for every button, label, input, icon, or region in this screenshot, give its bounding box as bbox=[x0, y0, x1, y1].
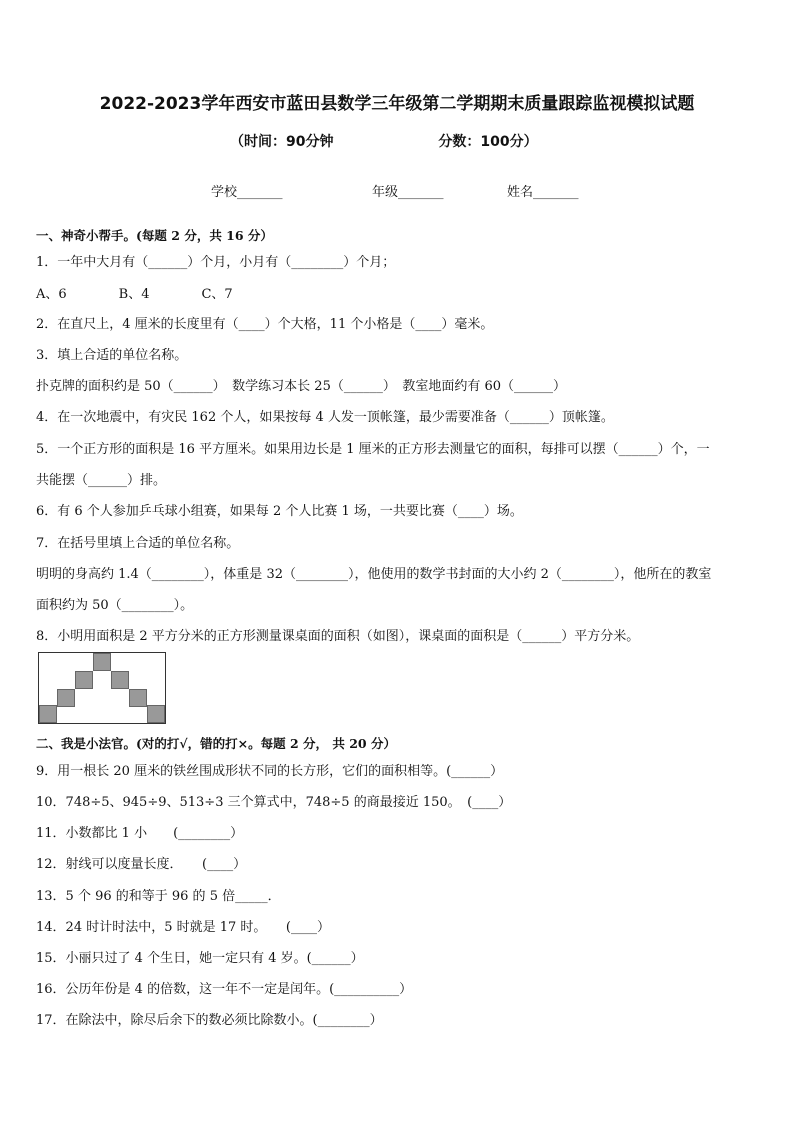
question-13: 13．5 个 96 的和等于 96 的 5 倍_____． bbox=[36, 889, 281, 904]
question-2: 2．在直尺上，4 厘米的长度里有（____）个大格，11 个小格是（____）毫米。 bbox=[36, 317, 494, 332]
question-7: 7．在括号里填上合适的单位名称。 bbox=[36, 536, 240, 551]
question-4: 4．在一次地震中，有灾民 162 个人，如果按每 4 人发一顶帐篷，最少需要准备（______）顶帐篷。 bbox=[36, 410, 614, 425]
desk-figure bbox=[38, 652, 166, 724]
question-11: 11．小数都比 1 小 (________） bbox=[36, 826, 244, 841]
question-16: 16．公历年份是 4 的倍数，这一年不一定是闰年。(__________） bbox=[36, 982, 413, 997]
square-tile bbox=[111, 671, 129, 689]
section-1-heading: 一、神奇小帮手。(每题 2 分，共 16 分） bbox=[36, 228, 273, 243]
page-title: 2022-2023学年西安市蓝田县数学三年级第二学期期末质量跟踪监视模拟试题 bbox=[99, 94, 695, 114]
question-5: 5．一个正方形的面积是 16 平方厘米。如果用边长是 1 厘米的正方形去测量它的面积，每排可以摆（______）个，一 bbox=[36, 442, 710, 457]
question-5-cont: 共能摆（______）排。 bbox=[36, 473, 167, 488]
section-2-heading: 二、我是小法官。(对的打√，错的打×。每题 2 分， 共 20 分） bbox=[36, 736, 396, 751]
question-6: 6．有 6 个人参加乒乓球小组赛，如果每 2 个人比赛 1 场，一共要比赛（____）场。 bbox=[36, 504, 523, 519]
square-tile bbox=[147, 705, 165, 723]
question-7-items: 明明的身高约 1.4（________），体重是 32（________），他使用的数学书封面的大小约 2（________），他所在的教室 bbox=[36, 567, 712, 582]
question-7-cont: 面积约为 50（________）。 bbox=[36, 598, 194, 613]
school-field[interactable]: 学校_______ bbox=[211, 185, 283, 200]
square-tile bbox=[93, 653, 111, 671]
question-1: 1．一年中大月有（______）个月，小月有（________）个月； bbox=[36, 255, 396, 270]
question-3: 3．填上合适的单位名称。 bbox=[36, 348, 188, 363]
question-1-options: A、6 B、4 C、7 bbox=[36, 287, 233, 302]
grade-field[interactable]: 年级_______ bbox=[372, 185, 444, 200]
exam-meta bbox=[230, 131, 538, 151]
exam-time: （时间：90分钟 bbox=[230, 134, 334, 150]
exam-score: 分数：100分） bbox=[438, 134, 538, 150]
square-tile bbox=[75, 671, 93, 689]
square-tile bbox=[39, 705, 57, 723]
question-17: 17．在除法中，除尽后余下的数必须比除数小。(________） bbox=[36, 1013, 383, 1028]
square-tile bbox=[57, 689, 75, 707]
question-14: 14．24 时计时法中，5 时就是 17 时。 (____） bbox=[36, 920, 330, 935]
question-3-items: 扑克牌的面积约是 50（______） 数学练习本长 25（______） 教室地面约有 60（______） bbox=[36, 379, 567, 394]
question-15: 15．小丽只过了 4 个生日，她一定只有 4 岁。(______） bbox=[36, 951, 364, 966]
name-field[interactable]: 姓名_______ bbox=[507, 185, 579, 200]
square-tile bbox=[129, 689, 147, 707]
question-8: 8．小明用面积是 2 平方分米的正方形测量课桌面的面积（如图），课桌面的面积是（______）平方分米。 bbox=[36, 629, 640, 644]
question-9: 9．用一根长 20 厘米的铁丝围成形状不同的长方形，它们的面积相等。(______） bbox=[36, 764, 504, 779]
question-10: 10．748÷5、945÷9、513÷3 三个算式中，748÷5 的商最接近 150。 (____） bbox=[36, 795, 512, 810]
question-12: 12．射线可以度量长度． (____） bbox=[36, 857, 247, 872]
